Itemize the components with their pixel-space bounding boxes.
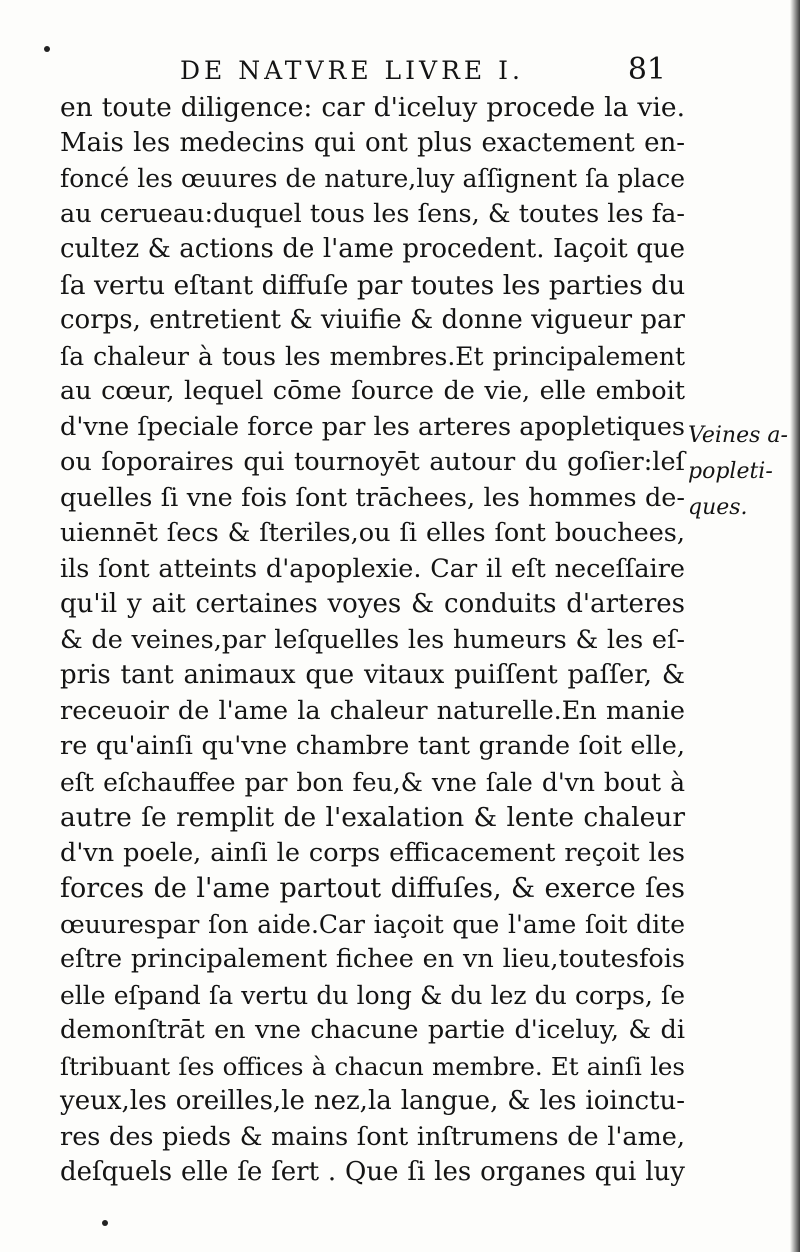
text-line: eſt eſchauffee par bon feu,& vne ſale d'vn bout à bbox=[60, 767, 685, 797]
text-line: ou ſoporaires qui tournoyēt autour du goſier:leſ bbox=[60, 447, 685, 477]
text-line: ils ſont atteints d'apoplexie. Car il eſt neceſſaire bbox=[60, 553, 685, 584]
text-line: demonſtrāt en vne chacune partie d'iceluy, & di bbox=[60, 1015, 685, 1045]
text-line: ſa chaleur à tous les membres.Et principalement bbox=[60, 341, 685, 371]
text-line: yeux,les oreilles,le nez,la langue, & les ioinctu- bbox=[60, 1086, 685, 1116]
text-line: Mais les medecins qui ont plus exactement en- bbox=[60, 127, 685, 158]
text-line: elle eſpand ſa vertu du long & du lez du corps, ſe bbox=[60, 980, 685, 1010]
text-line: qu'il y ait certaines voyes & conduits d'arteres bbox=[60, 589, 685, 619]
text-line: corps, entretient & viuifie & donne vigueur par bbox=[60, 305, 685, 335]
text-line: forces de l'ame partout diffuſes, & exerce ſes bbox=[60, 873, 685, 904]
margin-note-line: Veines a- bbox=[688, 423, 788, 448]
text-line: receuoir de l'ame la chaleur naturelle.En manie bbox=[60, 695, 685, 726]
text-line: d'vn poele, ainſi le corps efficacement reçoit les bbox=[60, 837, 685, 868]
text-line: ſtribuant ſes offices à chacun membre. Et ainſi les bbox=[60, 1051, 685, 1081]
text-line: œuurespar ſon aide.Car iaçoit que l'ame ſoit dite bbox=[60, 909, 685, 939]
text-line: re qu'ainſi qu'vne chambre tant grande ſoit elle, bbox=[60, 731, 685, 761]
margin-note-line: ques. bbox=[688, 495, 748, 520]
ink-speck bbox=[44, 46, 50, 52]
text-line: en toute diligence: car d'iceluy procede la vie. bbox=[60, 92, 685, 123]
text-line: autre ſe remplit de l'exalation & lente chaleur bbox=[60, 802, 685, 833]
page-number: 81 bbox=[627, 52, 666, 87]
text-line: ſa vertu eſtant diffuſe par toutes les parties du bbox=[60, 269, 686, 301]
page-edge-shadow bbox=[790, 0, 800, 1252]
text-line: quelles ſi vne fois ſont trāchees, les hommes de- bbox=[60, 482, 685, 513]
text-line: foncé les œuures de nature,luy aſſignent ſa place bbox=[60, 164, 685, 193]
text-line: res des pieds & mains ſont inſtrumens de l'ame, bbox=[60, 1121, 685, 1152]
margin-note bbox=[688, 418, 794, 526]
margin-note-line: popleti- bbox=[688, 459, 773, 484]
body-text bbox=[60, 90, 685, 1191]
text-line: & de veines,par leſquelles les humeurs & les eſ- bbox=[60, 624, 685, 655]
text-line: d'vne ſpeciale force par les arteres apopletiques bbox=[60, 411, 685, 442]
running-title: DE NATVRE LIVRE I. bbox=[180, 56, 524, 85]
text-line: au cœur, lequel cōme ſource de vie, elle emboit bbox=[60, 376, 685, 406]
ink-speck bbox=[102, 1220, 108, 1226]
text-line: uiennēt ſecs & ſteriles,ou ſi elles ſont bouchees, bbox=[60, 518, 685, 548]
text-line: cultez & actions de l'ame procedent. Iaçoit que bbox=[60, 234, 685, 264]
text-line: au cerueau:duquel tous les ſens, & toutes les fa- bbox=[60, 198, 685, 229]
text-line: deſquels elle ſe ſert . Que ſi les organes qui luy bbox=[60, 1157, 685, 1187]
text-line: pris tant animaux que vitaux puiſſent paſſer, & bbox=[60, 660, 685, 690]
text-line: eſtre principalement fichee en vn lieu,toutesfois bbox=[60, 944, 685, 974]
page-header bbox=[180, 52, 680, 92]
